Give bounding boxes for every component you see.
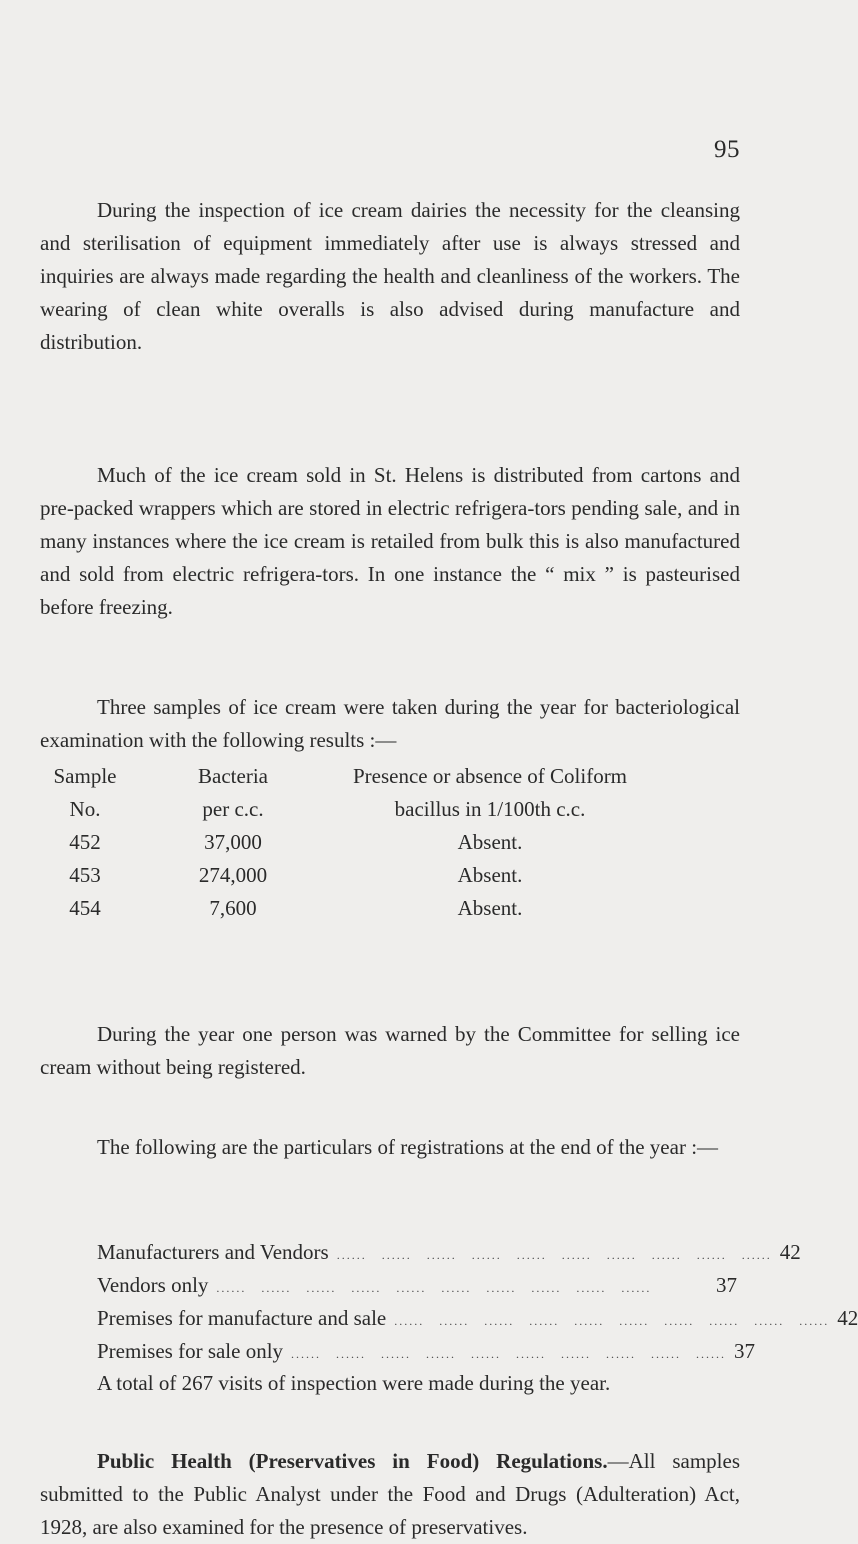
table-header-row [40,760,760,793]
bacteria-count: 7,600 [209,896,257,920]
paragraph-ice-cream-storage: Much of the ice cream sold in St. Helens is distributed from cartons and pre-packed wrappers which are stored in electric refrigera-tors pending sale, and in many instances where the ice cream is retailed from bulk this is also manufactured and sold from electric refrigera-tors. In one instance the “ mix ” is pasteurised before freezing. [40,463,740,619]
coliform-result: Absent. [457,830,523,854]
header-bacteria: Bacteria [198,764,268,788]
registration-count: 37 [734,1339,756,1363]
list-item [97,1269,737,1302]
paragraph-samples-intro: Three samples of ice cream were taken during the year for bacteriological examination with the following results :— [40,695,740,752]
header-coliform: Presence or absence of Coliform [352,764,628,788]
paragraph-registrations-intro: The following are the particulars of registrations at the end of the year :— [97,1135,719,1159]
paragraph-warning: During the year one person was warned by the Committee for selling ice cream without being registered. [40,1022,740,1079]
preservatives-text: —All samples submitted to the Public Analyst under the Food and Drugs (Adulteration) Act, 1928, are also examined for the presence of preservatives. [40,1449,741,1539]
table-row [40,859,760,892]
header-coliform-sub: bacillus in 1/100th c.c. [394,797,586,821]
registration-label: Manufacturers and Vendors [97,1240,329,1264]
leader-dots: ...... ...... ...... ...... ...... ...... ...... ...... ...... ...... [216,1281,652,1295]
table-row [40,826,760,859]
list-item [97,1236,801,1269]
sample-number: 452 [69,830,101,854]
preservatives-paragraph [40,1445,740,1544]
header-sample-sub: No. [69,797,101,821]
header-bacteria-sub: per c.c. [202,797,264,821]
registration-count: 37 [716,1273,737,1297]
list-item [97,1302,858,1335]
total-visits-line: A total of 267 visits of inspection were made during the year. [97,1371,611,1395]
leader-dots: ...... ...... ...... ...... ...... ...... ...... ...... ...... ...... [394,1314,830,1328]
coliform-result: Absent. [457,863,523,887]
paragraph-dairy-inspection: During the inspection of ice cream dairies the necessity for the cleansing and sterilisation of equipment immediately after use is always stressed and inquiries are always made regarding the health and cleanliness of the workers. The wearing of clean white overalls is also advised during manufacture and distribution. [40,198,740,354]
registrations-list [97,1236,858,1368]
coliform-result: Absent. [457,896,523,920]
registration-label: Premises for sale only [97,1339,284,1363]
header-sample: Sample [53,764,117,788]
leader-dots: ...... ...... ...... ...... ...... ...... ...... ...... ...... ...... [336,1248,772,1262]
results-table [40,760,760,925]
page-number: 95 [714,136,740,163]
table-header-row [40,793,760,826]
registration-label: Premises for manufacture and sale [97,1306,387,1330]
preservatives-heading: Public Health (Preservatives in Food) Regulations. [97,1449,608,1473]
registration-count: 42 [837,1306,858,1330]
registration-count: 42 [779,1240,801,1264]
table-row [40,892,760,925]
sample-number: 454 [69,896,101,920]
sample-number: 453 [69,863,101,887]
bacteria-count: 37,000 [204,830,262,854]
bacteria-count: 274,000 [198,863,268,887]
list-item [97,1335,756,1368]
registration-label: Vendors only [97,1273,209,1297]
leader-dots: ...... ...... ...... ...... ...... ...... ...... ...... ...... ...... [291,1347,727,1361]
